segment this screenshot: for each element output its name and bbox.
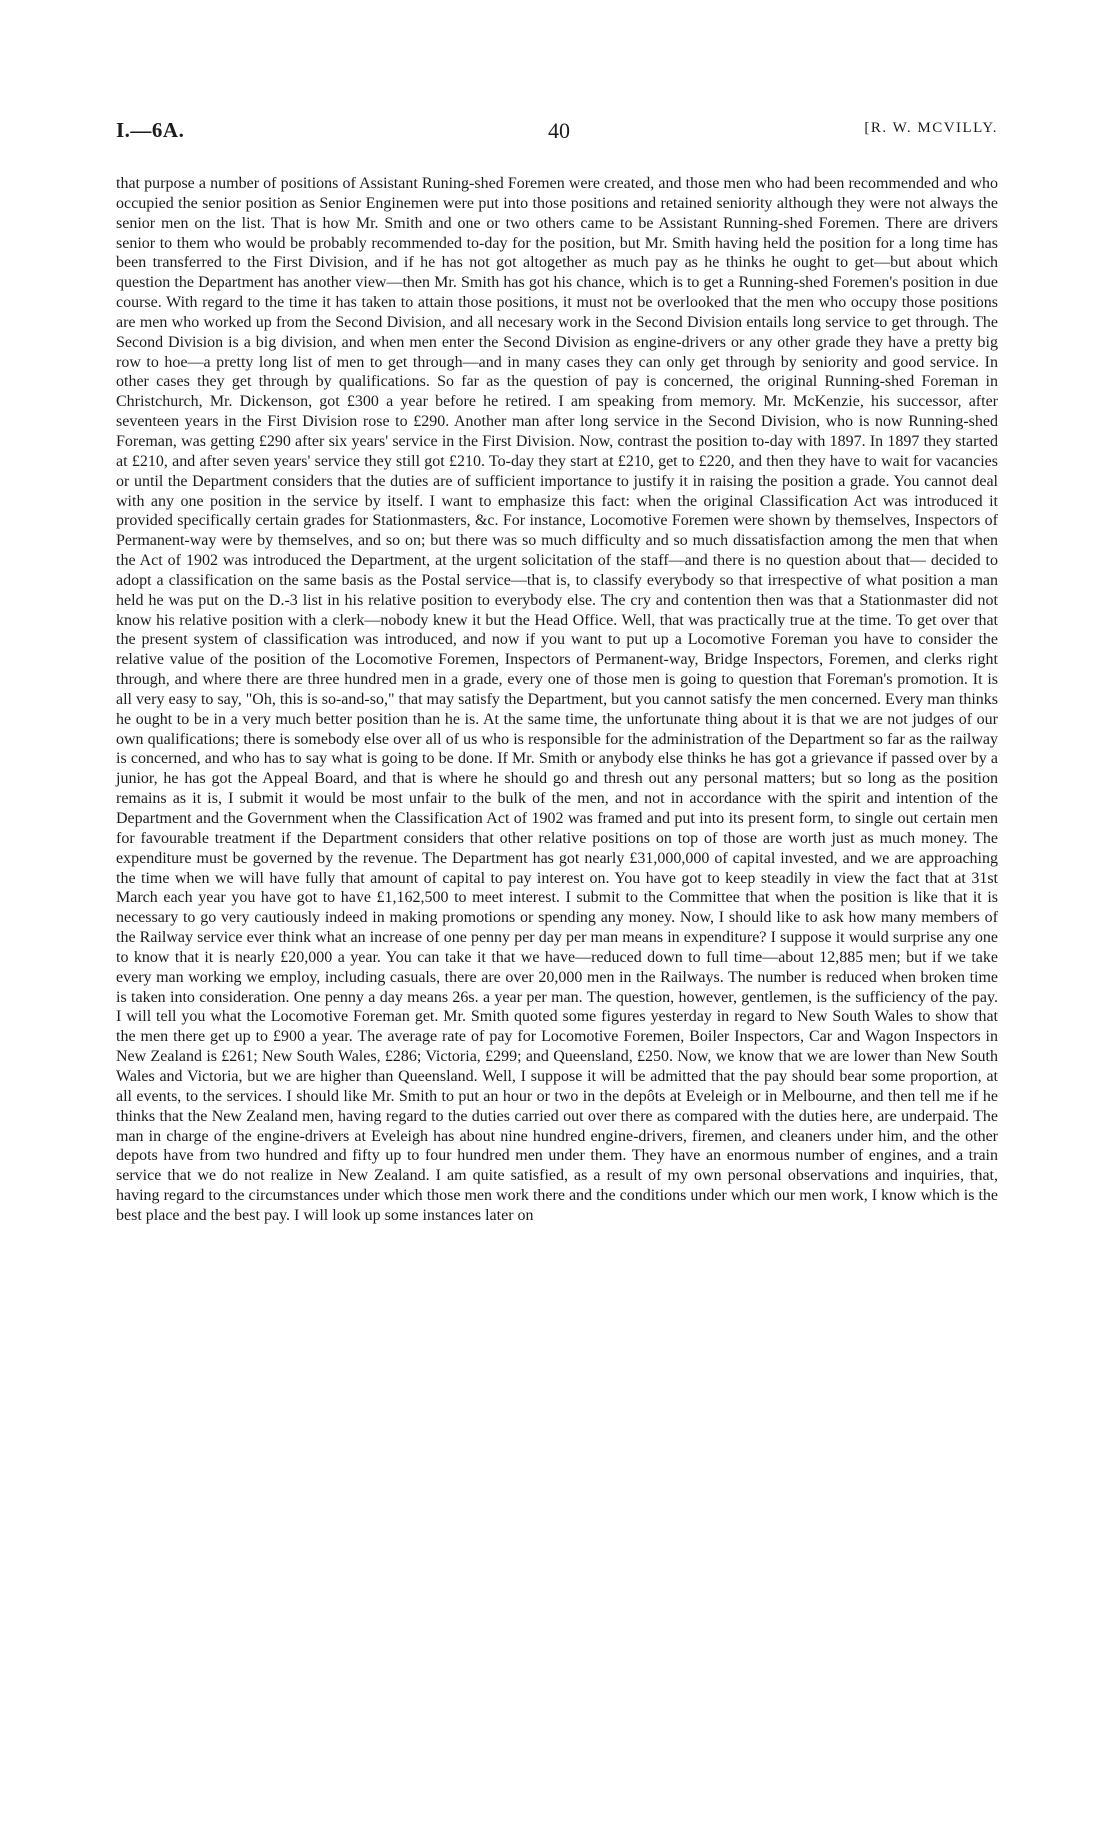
speaker-name: [R. W. MCVILLY. bbox=[864, 120, 998, 136]
page-header bbox=[116, 118, 998, 142]
body-paragraph: that purpose a number of positions of Assistant Runing-shed Foremen were created, and those men who had been recommended and who occupied the senior position as Senior Enginemen were put into those positions and retained seniority although they were not always the senior men on the list. That is how Mr. Smith and one or two others came to be Assistant Running-shed Foremen. There are drivers senior to them who would be probably recommended to-day for the position, but Mr. Smith having held the position for a long time has been transferred to the First Division, and if he has not got altogether as much pay as he thinks he ought to get—but about which question the Department has another view—then Mr. Smith has got his chance, which is to get a Running-shed Foremen's position in due course. With regard to the time it has taken to attain those positions, it must not be overlooked that the men who occupy those positions are men who worked up from the Second Division, and all necesary work in the Second Division entails long service to get through. The Second Division is a big division, and when men enter the Second Division as engine-drivers or any other grade they have a pretty big row to hoe—a pretty long list of men to get through—and in many cases they can only get through by seniority and good service. In other cases they get through by qualifications. So far as the question of pay is concerned, the original Running-shed Foreman in Christchurch, Mr. Dickenson, got £300 a year before he retired. I am speaking from memory. Mr. McKenzie, his successor, after seventeen years in the First Division rose to £290. Another man after long service in the Second Division, who is now Running-shed Foreman, was getting £290 after six years' service in the First Division. Now, contrast the position to-day with 1897. In 1897 they started at £210, and after seven years' service they still got £210. To-day they start at £210, get to £220, and then they have to wait for vacancies or until the Department considers that the duties are of sufficient importance to justify it in raising the position a grade. You cannot deal with any one position in the service by itself. I want to emphasize this fact: when the original Classification Act was introduced it provided specifically certain grades for Stationmasters, &c. For instance, Locomotive Foremen were shown by themselves, Inspectors of Permanent-way were by themselves, and so on; but there was so much difficulty and so much dissatisfaction among the men that when the Act of 1902 was introduced the Department, at the urgent solicitation of the staff—and there is no question about that— decided to adopt a classification on the same basis as the Postal service—that is, to classify everybody so that irrespective of what position a man held he was put on the D.-3 list in his relative position to everybody else. The cry and contention then was that a Stationmaster did not know his relative position with a clerk—nobody knew it but the Head Office. Well, that was practically true at the time. To get over that the present system of classification was introduced, and now if you want to put up a Locomotive Foreman you have to consider the relative value of the position of the Locomotive Foremen, Inspectors of Permanent-way, Bridge Inspectors, Foremen, and clerks right through, and where there are three hundred men in a grade, every one of those men is going to question that Foreman's promotion. It is all very easy to say, "Oh, this is so-and-so," that may satisfy the Department, but you cannot satisfy the men concerned. Every man thinks he ought to be in a very much better position than he is. At the same time, the unfortunate thing about it is that we are not judges of our own qualifications; there is somebody else over all of us who is responsible for the administration of the Department so far as the railway is concerned, and who has to say what is going to be done. If Mr. Smith or anybody else thinks he has got a grievance if passed over by a junior, he has got the Appeal Board, and that is where he should go and thresh out any personal matters; but so long as the position remains as it is, I submit it would be most unfair to the bulk of the men, and not in accordance with the spirit and intention of the Department and the Government when the Classification Act of 1902 was framed and put into its present form, to single out certain men for favourable treatment if the Department considers that other relative positions on top of those are worth just as much money. The expenditure must be governed by the revenue. The Department has got nearly £31,000,000 of capital invested, and we are approaching the time when we will have fully that amount of capital to pay interest on. You have got to keep steadily in view the fact that at 31st March each year you have got to have £1,162,500 to meet interest. I submit to the Committee that when the position is like that it is necessary to go very cautiously indeed in making promotions or spending any money. Now, I should like to ask how many members of the Railway service ever think what an increase of one penny per day per man means in expenditure? I suppose it would surprise any one to know that it is nearly £20,000 a year. You can take it that we have—reduced down to full time—about 12,885 men; but if we take every man working we employ, including casuals, there are over 20,000 men in the Railways. The number is reduced when broken time is taken into consideration. One penny a day means 26s. a year per man. The question, however, gentlemen, is the sufficiency of the pay. I will tell you what the Locomotive Foreman get. Mr. Smith quoted some figures yesterday in regard to New South Wales to show that the men there get up to £900 a year. The average rate of pay for Locomotive Foremen, Boiler Inspectors, Car and Wagon Inspectors in New Zealand is £261; New South Wales, £286; Victoria, £299; and Queensland, £250. Now, we know that we are lower than New South Wales and Victoria, but we are higher than Queensland. Well, I suppose it will be admitted that the pay should bear some proportion, at all events, to the services. I should like Mr. Smith to put an hour or two in the depôts at Eveleigh or in Melbourne, and then tell me if he thinks that the New Zealand men, having regard to the duties carried out over there as compared with the duties here, are underpaid. The man in charge of the engine-drivers at Eveleigh has about nine hundred engine-drivers, firemen, and cleaners under him, and the other depots have from two hundred and fifty up to four hundred men under them. They have an enormous number of engines, and a train service that we do not realize in New Zealand. I am quite satisfied, as a result of my own personal observations and inquiries, that, having regard to the circumstances under which those men work there and the conditions under which our men work, I know which is the best place and the best pay. I will look up some instances later on bbox=[116, 175, 998, 1224]
document-reference: I.—6A. bbox=[116, 118, 185, 142]
page-number: 40 bbox=[548, 118, 570, 143]
